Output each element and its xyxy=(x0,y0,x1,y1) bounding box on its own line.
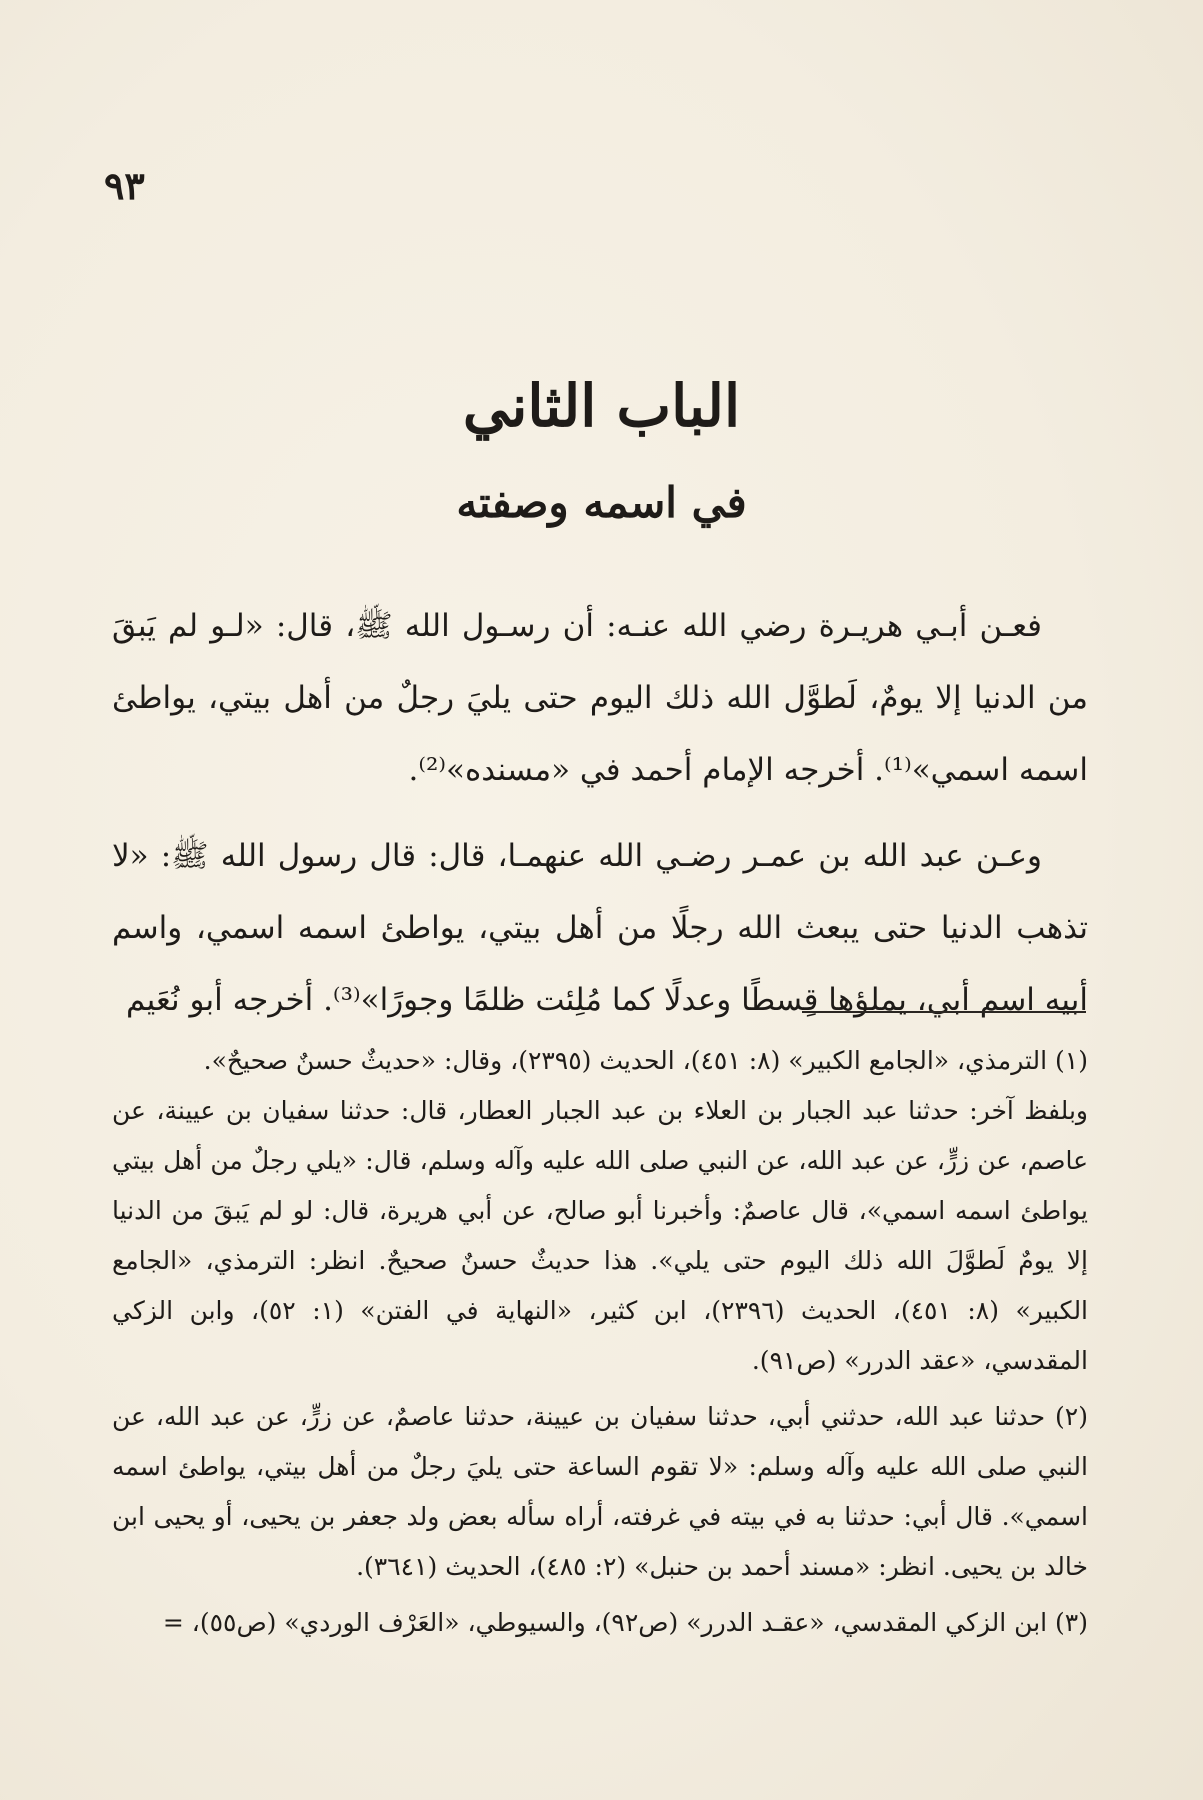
footnote-3: (٣) ابن الزكي المقدسي، «عقـد الدرر» (ص٩٢)، والسيوطي، «العَرْف الوردي» (ص٥٥)، = xyxy=(162,1608,1088,1637)
footnote-1-continuation: وبلفظ آخر: حدثنا عبد الجبار بن العلاء بن عبد الجبار العطار، قال: حدثنا سفيان بن عيينة، عن عاصم، عن زرٍّ، عن عبد الله، عن النبي صلى الله عليه وآله وسلم، قال: «يلي رجلٌ من أهل بيتي يواطئ اسمه اسمي»، قال عاصمٌ: وأخبرنا أبو صالح، عن أبي هريرة، قال: لو لم يَبقَ من الدنيا إلا يومٌ لَطوَّلَ الله ذلك اليوم حتى يلي». هذا حديثٌ حسنٌ صحيحٌ. انظر: الترمذي، «الجامع الكبير» (٨: ٤٥١)، الحديث (٢٣٩٦)، ابن كثير، «النهاية في الفتن» (١: ٥٢)، وابن الزكي المقدسي، «عقد الدرر» (ص٩١). xyxy=(112,1096,1089,1375)
chapter-subtitle: في اسمه وصفته xyxy=(456,478,747,527)
footnote-2: (٢) حدثنا عبد الله، حدثني أبي، حدثنا سفيان بن عيينة، حدثنا عاصمٌ، عن زرٍّ، عن عبد الله، عن النبي صلى الله عليه وآله وسلم: «لا تقوم الساعة حتى يليَ رجلٌ من أهل بيتي، يواطئ اسمه اسمي». قال أبي: حدثنا به في بيته في غرفته، أراه سأله بعض ولد جعفر بن يحيى، أو يحيى ابن خالد بن يحيى. انظر: «مسند أحمد بن حنبل» (٢: ٤٨٥)، الحديث (٣٦٤١). xyxy=(112,1402,1088,1581)
page-number: ٩٣ xyxy=(104,163,145,208)
paragraph-abu-hurayra: فعـن أبـي هريـرة رضي الله عنـه: أن رسـول الله ﷺ، قال: «لـو لم يَبقَ من الدنيا إلا يومٌ، لَطوَّل الله ذلك اليوم حتى يليَ رجلٌ من أهل بيتي، يواطئ اسمه اسمي»⁽¹⁾. أخرجه الإمام أحمد في «مسنده»⁽²⁾. xyxy=(112,608,1088,788)
footnote-separator xyxy=(802,1011,1086,1013)
footnote-1: (١) الترمذي، «الجامع الكبير» (٨: ٤٥١)، الحديث (٢٣٩٥)، وقال: «حديثٌ حسنٌ صحيحٌ». xyxy=(203,1046,1088,1075)
paragraph-ibn-umar: وعـن عبد الله بن عمـر رضـي الله عنهمـا، قال: قال رسول الله ﷺ: «لا تذهب الدنيا حتى يبعث الله رجلًا من أهل بيتي، يواطئ اسمه اسمي، واسم أبيه اسم أبي، يملؤها قِسطًا وعدلًا كما مُلِئت ظلمًا وجورًا»⁽³⁾. أخرجه أبو نُعَيم xyxy=(112,838,1088,1018)
main-text xyxy=(112,590,1088,1050)
chapter-title: الباب الثاني xyxy=(462,372,741,440)
footnotes xyxy=(112,1036,1088,1648)
